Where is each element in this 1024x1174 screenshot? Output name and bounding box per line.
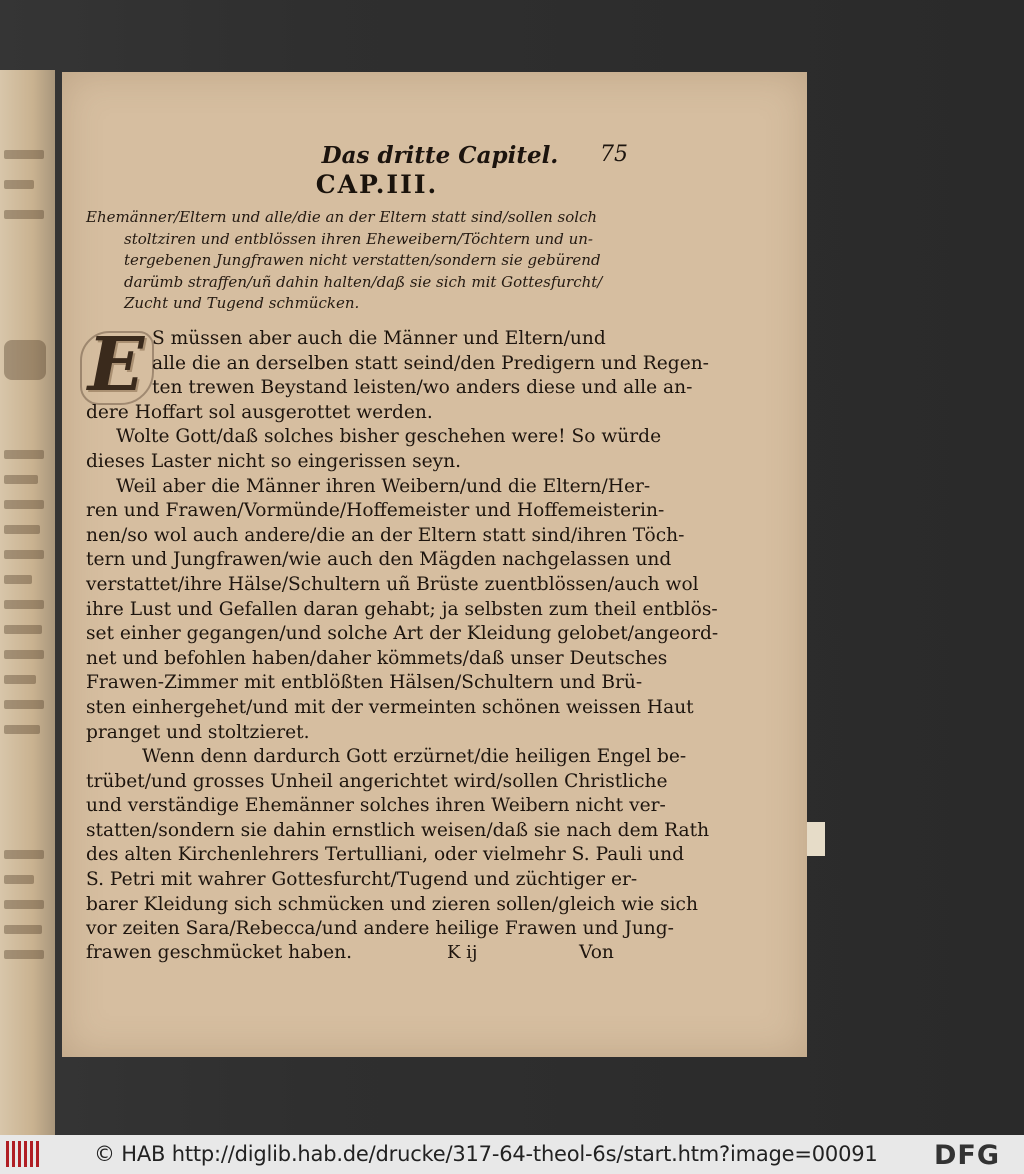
signature-mark: K ij: [447, 942, 478, 963]
text-line: dere Hoffart sol ausgerottet werden.: [86, 401, 433, 423]
text-line: barer Kleidung sich schmücken und zieren sollen/gleich wie sich: [86, 893, 698, 915]
book-page: [62, 72, 807, 1057]
text-line: Weil aber die Männer ihren Weibern/und die Eltern/Her-: [116, 475, 651, 497]
decorated-initial: E: [84, 327, 148, 403]
text-line: statten/sondern sie dahin ernstlich weisen/daß sie nach dem Rath: [86, 819, 710, 841]
page-number: 75: [600, 142, 628, 167]
summary-line: Ehemänner/Eltern und alle/die an der Eltern statt sind/sollen solch: [86, 208, 598, 226]
summary-line: Zucht und Tugend schmücken.: [124, 294, 360, 312]
summary-line: stoltziren und entblössen ihren Eheweibern/Töchtern und un-: [124, 229, 593, 248]
text-line: nen/so wol auch andere/die an der Eltern statt sind/ihren Töch-: [86, 524, 685, 546]
text-line: ihre Lust und Gefallen daran gehabt; ja selbsten zum theil entblös-: [86, 598, 718, 620]
text-line: verstattet/ihre Hälse/Schultern uñ Brüste zuentblössen/auch wol: [86, 573, 699, 595]
text-line: sten einhergehet/und mit der vermeinten schönen weissen Haut: [86, 696, 694, 718]
chapter-summary: [86, 207, 626, 315]
text-line: Frawen-Zimmer mit entblößten Hälsen/Schultern und Brü-: [86, 672, 643, 694]
text-line: S müssen aber auch die Männer und Eltern/und: [152, 328, 606, 349]
source-credit: © HAB http://diglib.hab.de/drucke/317-64-theol-6s/start.htm?image=00091: [94, 1142, 878, 1166]
summary-line: tergebenen Jungfrawen nicht verstatten/sondern sie gebürend: [124, 251, 601, 269]
text-line: vor zeiten Sara/Rebecca/und andere heilige Frawen und Jung-: [86, 918, 674, 940]
text-line: net und befohlen haben/daher kömmets/daß unser Deutsches: [86, 647, 668, 669]
catchword: Von: [579, 942, 614, 963]
text-line: ren und Frawen/Vormünde/Hoffemeister und Hoffemeisterin-: [86, 500, 665, 522]
credit-bar: [0, 1135, 1024, 1174]
text-line: Wolte Gott/daß solches bisher geschehen were! So würde: [116, 426, 662, 448]
text-line: trübet/und grosses Unheil angerichtet wird/sollen Christliche: [86, 770, 668, 792]
chapter-heading: CAP.III.: [315, 170, 439, 199]
text-line: pranget und stoltzieret.: [86, 721, 310, 743]
running-title: Das dritte Capitel.: [321, 142, 559, 169]
body-text: [86, 327, 719, 942]
text-line: set einher gegangen/und solche Art der Kleidung gelobet/angeord-: [86, 623, 719, 645]
text-line: alle die an derselben statt seind/den Predigern und Regen-: [152, 352, 709, 374]
paper-tab: [807, 822, 825, 856]
summary-line: darümb straffen/uñ dahin halten/daß sie sich mit Gottesfurcht/: [124, 272, 603, 291]
hab-logo-icon: [6, 1141, 42, 1167]
previous-page-edge: [0, 70, 55, 1135]
text-line: tern und Jungfrawen/wie auch den Mägden nachgelassen und: [86, 549, 672, 571]
text-line: S. Petri mit wahrer Gottesfurcht/Tugend und züchtiger er-: [86, 869, 638, 891]
dfg-logo: DFG: [934, 1140, 1001, 1171]
text-line: Wenn denn dardurch Gott erzürnet/die heiligen Engel be-: [142, 746, 687, 768]
text-line: dieses Laster nicht so eingerissen seyn.: [86, 450, 462, 472]
text-line: und verständige Ehemänner solches ihren Weibern nicht ver-: [86, 795, 666, 817]
last-text-line: frawen geschmücket haben.: [86, 942, 353, 963]
text-line: des alten Kirchenlehrers Tertulliani, oder vielmehr S. Pauli und: [86, 844, 684, 866]
text-line: ten trewen Beystand leisten/wo anders diese und alle an-: [152, 377, 693, 399]
